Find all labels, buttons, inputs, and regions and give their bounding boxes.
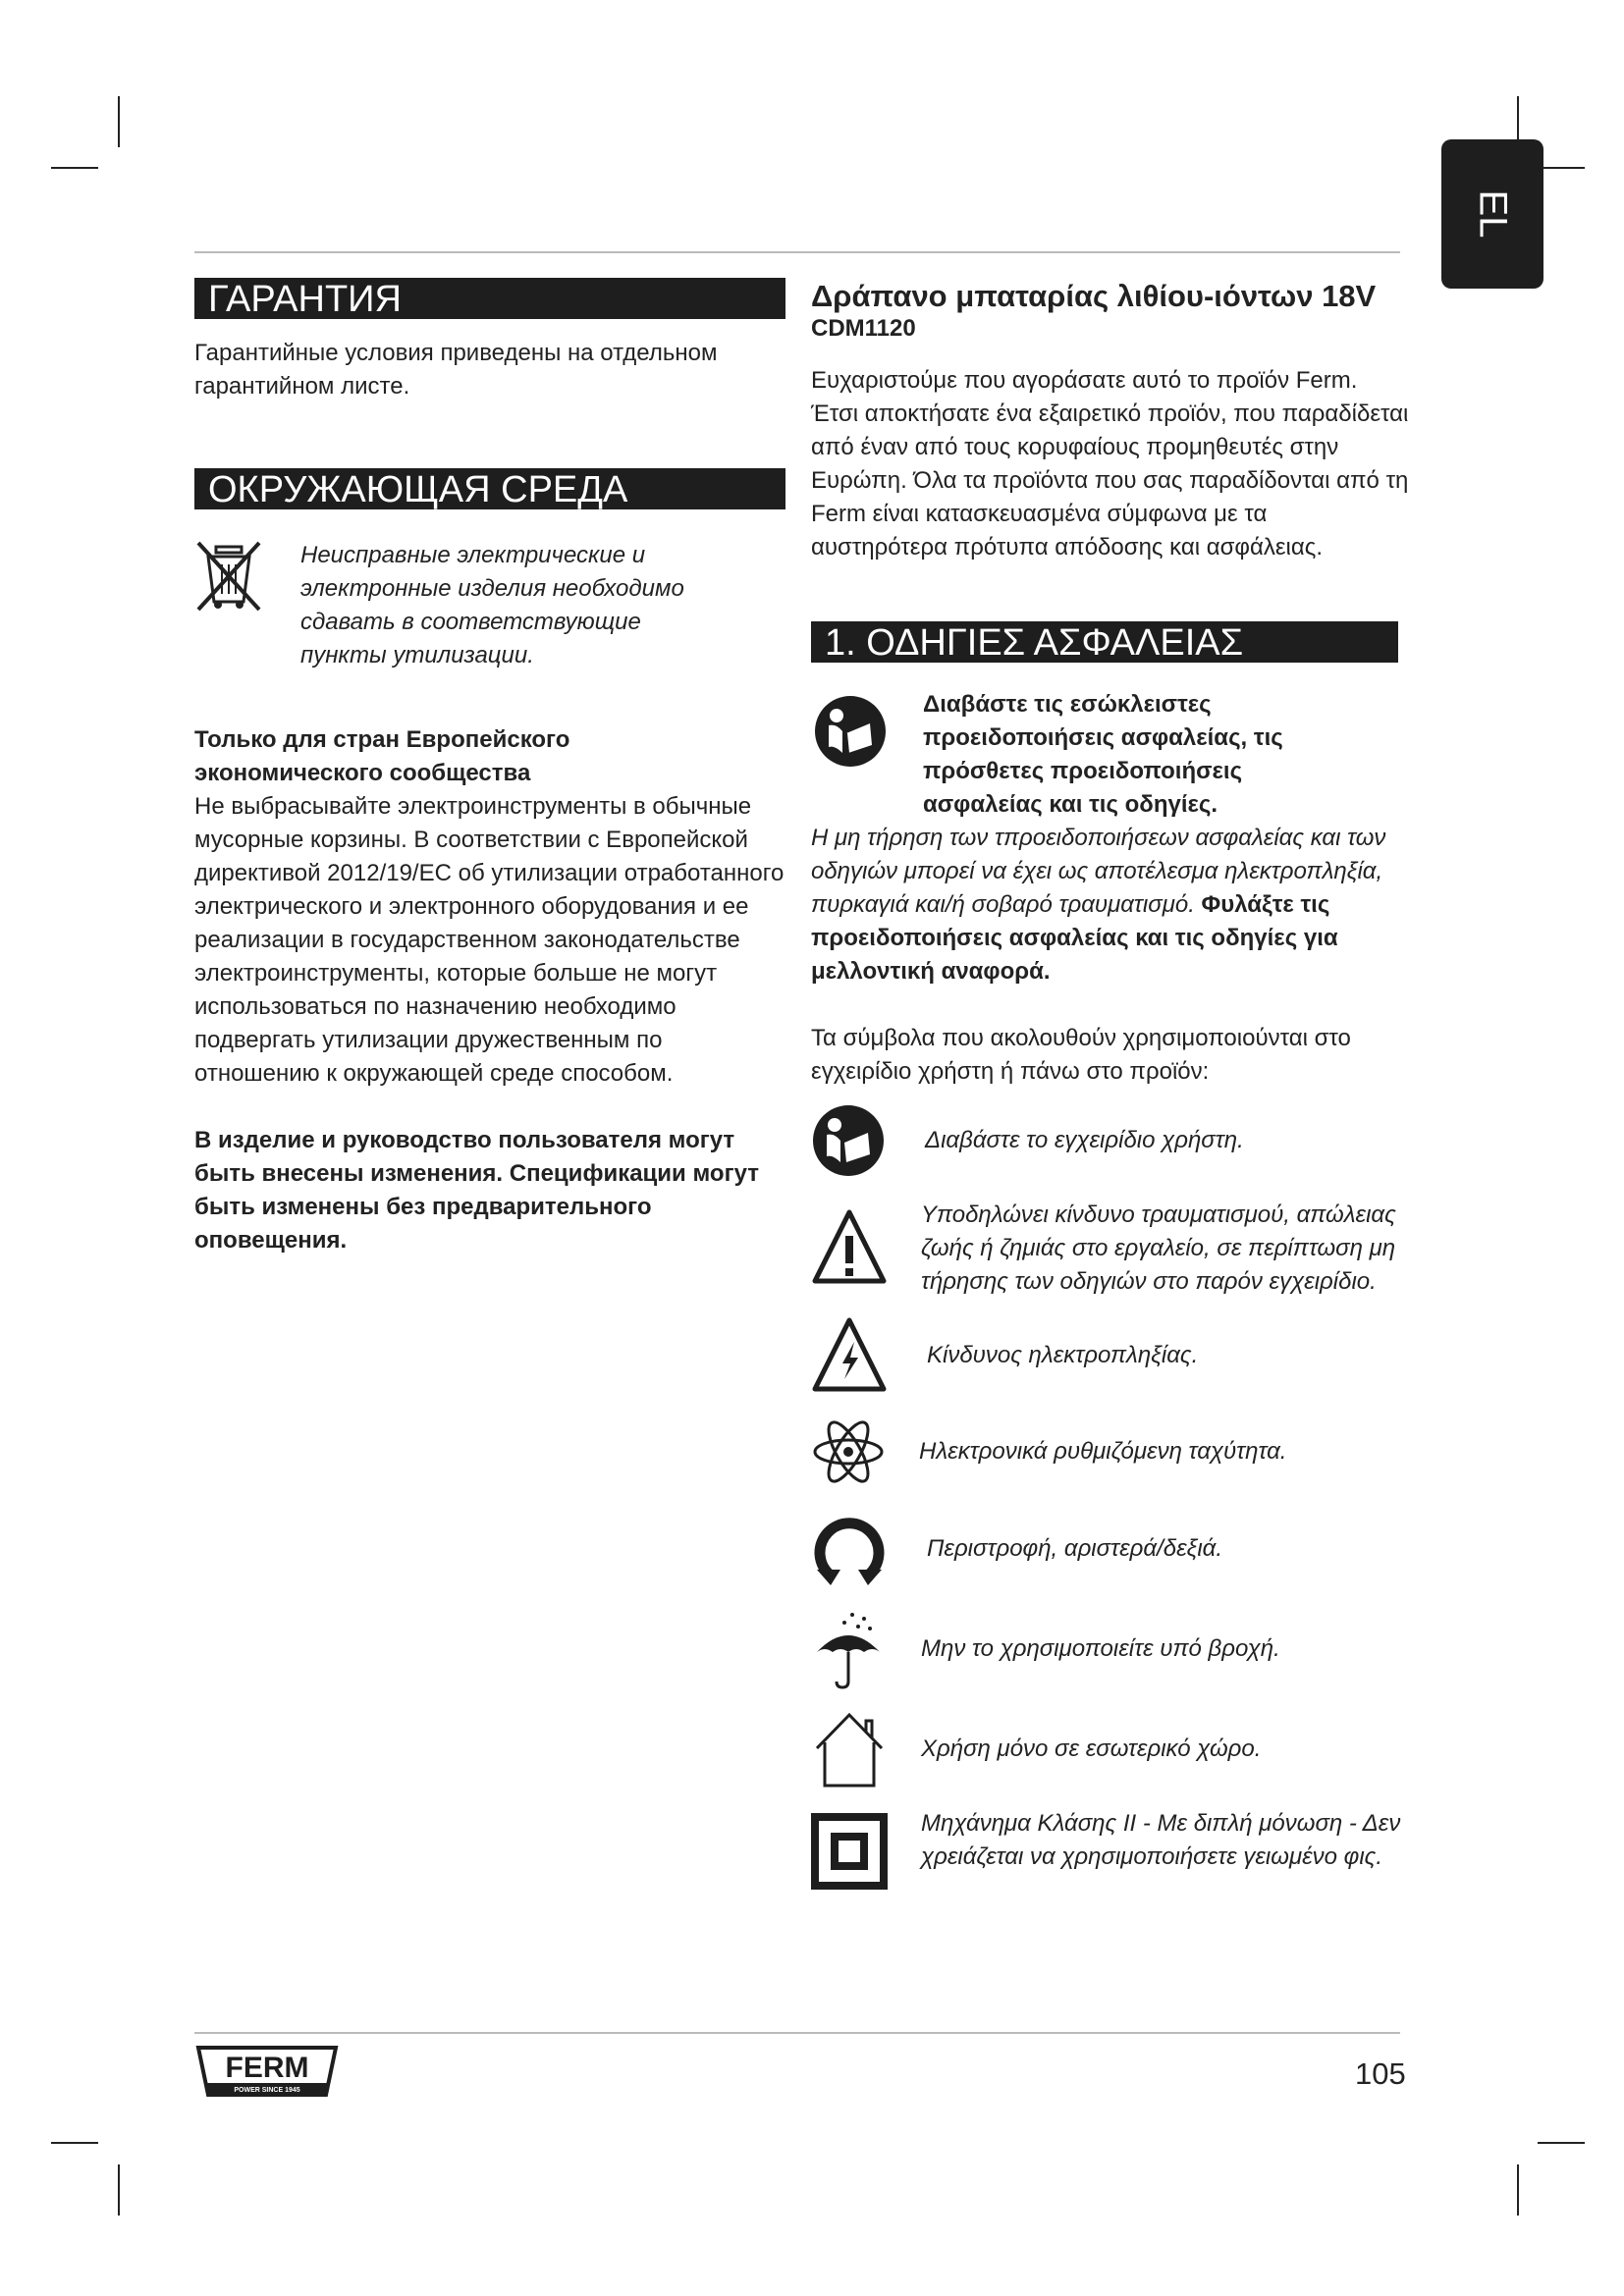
symbol-text: Ηλεκτρονικά ρυθμιζόμενη ταχύτητα. — [919, 1438, 1287, 1465]
symbol-row — [811, 1609, 1410, 1689]
language-label: EL — [1471, 189, 1515, 239]
weee-text: Неисправные электрические и электронные изделия необходимо сдавать в соответствующие пункты утилизации. — [300, 542, 684, 668]
safety-bold-2: Φυλάξτε τις προειδοποιήσεις ασφαλείας και τις οδηγίες για μελλοντική αναφορά. — [811, 891, 1338, 985]
symbol-text: Κίνδυνος ηλεκτροπληξίας. — [927, 1342, 1199, 1368]
language-tab — [1441, 139, 1543, 289]
symbol-row — [811, 1415, 1410, 1489]
crop-mark — [118, 96, 120, 147]
environment-heading: ОКРУЖАЮЩАЯ СРЕДА — [194, 468, 785, 509]
symbol-text: Διαβάστε το εγχειρίδιο χρήστη. — [925, 1127, 1244, 1153]
crop-mark — [1517, 2164, 1519, 2216]
crop-mark — [1538, 2142, 1585, 2144]
symbol-row — [811, 1102, 1410, 1179]
logo-tagline: POWER SINCE 1945 — [234, 2087, 300, 2094]
rotation-icon — [811, 1511, 888, 1587]
symbol-row — [811, 1807, 1410, 1892]
symbol-text: Μηχάνημα Κλάσης II - Με διπλή μόνωση - Δεν χρειάζεται να χρησιμοποιήσετε γειωμένο φις. — [921, 1810, 1401, 1870]
crossed-bin-icon — [194, 539, 263, 614]
eu-heading: Только для стран Европейского экономического сообщества — [194, 726, 570, 786]
electronic-speed-icon — [811, 1415, 886, 1489]
crop-mark — [51, 2142, 98, 2144]
page-number: 105 — [1355, 2056, 1406, 2091]
eu-text: Не выбрасывайте электроинструменты в обычные мусорные корзины. В соответствии с Европейской директивой 2012/19/ЕС об утилизации отработанного электрического и электронного оборудования и ее реализации в государственном законодательстве электроинструменты, которые больше не могут использоваться по назначению необходимо подвергать утилизации дружественным по отношению к окружающей среде способом. — [194, 793, 785, 1087]
electric-shock-icon — [811, 1316, 888, 1395]
safety-heading: 1. ΟΔΗΓΙΕΣ ΑΣΦΑΛΕΙΑΣ — [811, 621, 1398, 663]
crop-mark — [1538, 167, 1585, 169]
weee-notice — [194, 539, 785, 672]
safety-italic: Η μη τήρηση των τπροειδοποιήσεων ασφαλείας και των οδηγιών μπορεί να έχει ως αποτέλεσμα ηλεκτροπληξία, πυρκαγιά και/ή σοβαρό τραυματισμό. — [811, 825, 1386, 918]
intro-text: Ευχαριστούμε που αγοράσατε αυτό το προϊόν Ferm. Έτσι αποκτήσατε ένα εξαιρετικό προϊόν, που παραδίδεται από έναν από τους κορυφαίους προμηθευτές στην Ευρώπη. Όλα τα προϊόντα που σας παραδίδονται από τη Ferm είναι κατασκευασμένα σύμφωνα με τα αυστηρότερα πρότυπα απόδοσης και ασφάλειας. — [811, 367, 1409, 561]
safety-continuation — [811, 822, 1410, 988]
symbol-row — [811, 1199, 1410, 1299]
product-model: CDM1120 — [811, 315, 916, 342]
symbol-row — [811, 1316, 1410, 1395]
symbol-text: Περιστροφή, αριστερά/δεξιά. — [927, 1535, 1223, 1562]
logo-wordmark: FERM — [225, 2052, 309, 2084]
double-insulation-icon — [811, 1813, 888, 1892]
umbrella-rain-icon — [811, 1609, 886, 1689]
read-manual-icon — [813, 694, 888, 769]
symbol-row — [811, 1509, 1410, 1589]
warranty-heading: ГАРАНТИЯ — [194, 278, 785, 319]
safety-paragraph — [811, 688, 1410, 822]
symbol-row — [811, 1709, 1410, 1789]
crop-mark — [118, 2164, 120, 2216]
changes-notice: В изделие и руководство пользователя могут быть внесены изменения. Спецификации могут быть изменены без предварительного оповещения. — [194, 1127, 759, 1254]
left-column — [194, 278, 785, 1257]
symbol-text: Μην το χρησιμοποιείτε υπό βροχή. — [921, 1635, 1280, 1662]
symbols-list — [811, 1102, 1410, 1892]
house-icon — [811, 1709, 888, 1789]
footer-rule — [194, 2032, 1400, 2034]
header-rule — [194, 251, 1400, 253]
crop-mark — [51, 167, 98, 169]
safety-warning-block — [811, 688, 1410, 988]
read-manual-icon — [811, 1103, 886, 1178]
symbol-text: Χρήση μόνο σε εσωτερικό χώρο. — [921, 1735, 1262, 1762]
right-column — [811, 278, 1410, 1892]
symbol-text: Υποδηλώνει κίνδυνο τραυματισμού, απώλειας ζωής ή ζημιάς στο εργαλείο, σε περίπτωση μη τήρησης των οδηγιών στο παρόν εγχειρίδιο. — [921, 1201, 1396, 1295]
safety-bold-1: Διαβάστε τις εσώκλειστες προειδοποιήσεις ασφαλείας, τις πρόσθετες προειδοποιήσεις ασφαλείας και τις οδηγίες. — [923, 691, 1283, 818]
ferm-logo — [194, 2044, 340, 2099]
symbols-intro: Τα σύμβολα που ακολουθούν χρησιμοποιούνται στο εγχειρίδιο χρήστη ή πάνω στο προϊόν: — [811, 1025, 1351, 1085]
warranty-text: Гарантийные условия приведены на отдельном гарантийном листе. — [194, 340, 718, 400]
warning-icon — [811, 1206, 888, 1291]
product-title: Δράπανο μπαταρίας λιθίου-ιόντων 18V — [811, 279, 1377, 313]
